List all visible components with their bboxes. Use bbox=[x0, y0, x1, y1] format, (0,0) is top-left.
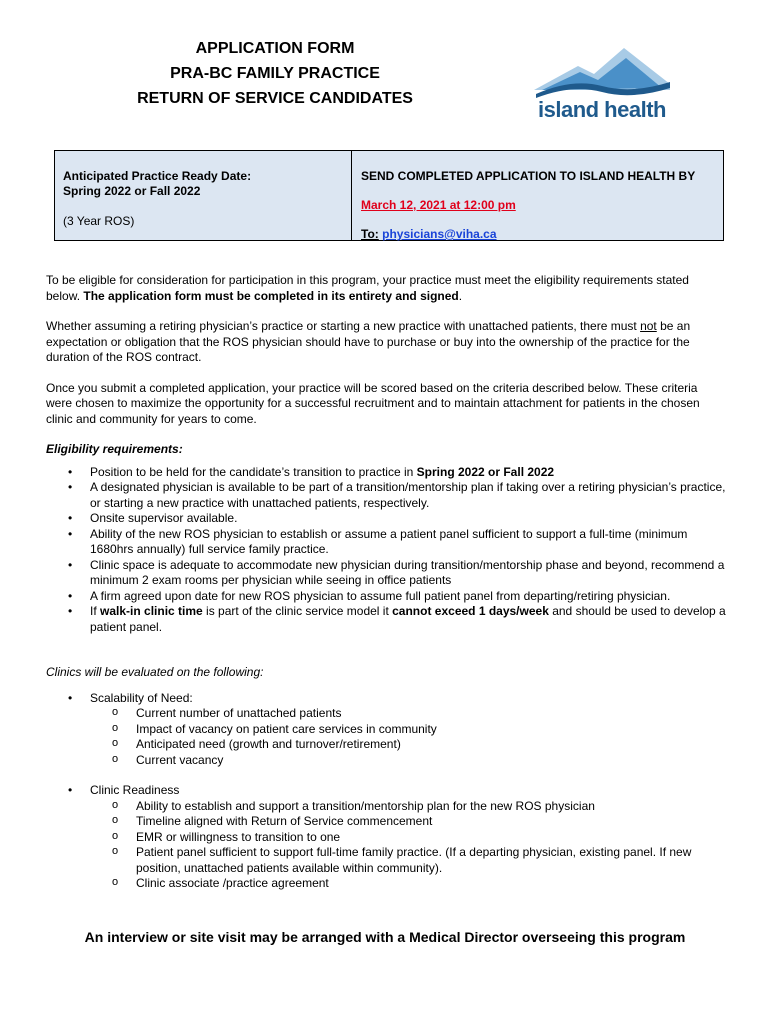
scoring-paragraph: Once you submit a completed application, your practice will be scored based on the criteria described below. These criteria were chosen to maximize the opportunity for a successful recruitment and to maintain attachment for patients in the chosen clinic and community for years to come. bbox=[46, 380, 700, 426]
list-item: • Onsite supervisor available. bbox=[46, 511, 726, 527]
form-subtitle-2: RETURN OF SERVICE CANDIDATES bbox=[137, 90, 413, 107]
item-emphasis: cannot exceed 1 days/week bbox=[392, 604, 549, 618]
list-item bbox=[46, 691, 726, 784]
readiness-sublist bbox=[90, 799, 726, 892]
spacer bbox=[46, 650, 726, 665]
evaluation-list bbox=[46, 691, 726, 892]
list-item bbox=[46, 783, 726, 892]
practice-ready-value: Spring 2022 or Fall 2022 bbox=[63, 184, 201, 198]
sublist-item: o EMR or willingness to transition to one bbox=[90, 830, 726, 846]
sublist-item: o Timeline aligned with Return of Service commencement bbox=[90, 814, 726, 830]
intro-paragraph bbox=[46, 273, 726, 304]
eligibility-list bbox=[46, 465, 726, 636]
ownership-paragraph bbox=[46, 319, 726, 366]
list-item: • A firm agreed upon date for new ROS physician to assume full patient panel from departing/retiring physician. bbox=[46, 589, 726, 605]
intro-emphasis: The application form must be completed in its entirety and signed bbox=[83, 288, 459, 303]
item-text: is part of the clinic service model it bbox=[202, 604, 393, 618]
ownership-not: not bbox=[640, 319, 657, 333]
item-emphasis: Spring 2022 or Fall 2022 bbox=[416, 464, 555, 479]
submission-details bbox=[361, 169, 695, 242]
scalability-label: Scalability of Need: bbox=[90, 690, 193, 705]
item-text: Position to be held for the candidate’s transition to practice in bbox=[90, 464, 417, 479]
form-title-block bbox=[90, 36, 460, 111]
list-item: • Ability of the new ROS physician to establish or assume a patient panel sufficient to support a full-time (minimum 1680hrs annually) full service family practice. bbox=[46, 527, 726, 558]
logo-text: island health bbox=[538, 97, 666, 122]
info-box-divider bbox=[351, 151, 352, 240]
ros-term: (3 Year ROS) bbox=[63, 214, 135, 228]
list-item: • Clinic space is adequate to accommodate new physician during transition/mentorship phase and beyond, recommend a minimum 2 exam rooms per physician while seeing in office patients bbox=[46, 558, 726, 589]
submission-heading: SEND COMPLETED APPLICATION TO ISLAND HEALTH BY bbox=[361, 169, 696, 183]
sublist-item: o Current vacancy bbox=[90, 753, 726, 769]
footer-note: An interview or site visit may be arranged with a Medical Director overseeing this program bbox=[84, 929, 686, 945]
spacer bbox=[90, 768, 726, 783]
evaluation-heading: Clinics will be evaluated on the following: bbox=[46, 665, 264, 679]
to-label: To: bbox=[361, 227, 379, 241]
list-item bbox=[46, 604, 726, 635]
form-subtitle: PRA-BC FAMILY PRACTICE bbox=[170, 65, 380, 82]
readiness-label: Clinic Readiness bbox=[90, 783, 180, 797]
practice-ready-label: Anticipated Practice Ready Date: bbox=[63, 169, 252, 183]
list-item bbox=[46, 465, 726, 481]
sublist-item: o Anticipated need (growth and turnover/retirement) bbox=[90, 737, 726, 753]
item-emphasis: walk-in clinic time bbox=[100, 604, 203, 618]
sublist-item: o Ability to establish and support a transition/mentorship plan for the new ROS physician bbox=[90, 799, 726, 815]
sublist-item: o Current number of unattached patients bbox=[90, 706, 726, 722]
practice-ready-date bbox=[63, 169, 251, 229]
eligibility-heading: Eligibility requirements: bbox=[46, 442, 183, 456]
email-link[interactable]: physicians@viha.ca bbox=[382, 227, 497, 241]
list-item: • A designated physician is available to be part of a transition/mentorship plan if taking over a retiring physician’s practice, or starting a new practice with unattached patients, respectively. bbox=[46, 480, 726, 511]
intro-period: . bbox=[458, 288, 463, 303]
item-text: and should be used to develop a patient panel. bbox=[90, 604, 726, 634]
form-title: APPLICATION FORM bbox=[195, 40, 355, 57]
island-health-logo bbox=[532, 44, 672, 126]
sublist-item: o Clinic associate /practice agreement bbox=[90, 876, 726, 892]
ownership-text-2: be an expectation or obligation that the ROS physician should have to purchase or buy into the ownership of the practice for the duration of the ROS contract. bbox=[46, 319, 691, 364]
scalability-sublist bbox=[90, 706, 726, 768]
mountain-logo-icon bbox=[532, 44, 672, 100]
ownership-text: Whether assuming a retiring physician’s practice or starting a new practice with unattached patients, there must bbox=[46, 319, 641, 333]
submission-info-box bbox=[54, 150, 724, 241]
sublist-item: o Impact of vacancy on patient care services in community bbox=[90, 722, 726, 738]
document-body bbox=[46, 273, 726, 907]
sublist-item: o Patient panel sufficient to support full-time family practice. (If a departing physician, existing panel. If new position, unattached patients available within community). bbox=[90, 845, 726, 876]
submission-recipient bbox=[361, 227, 695, 242]
submission-deadline: March 12, 2021 at 12:00 pm bbox=[361, 198, 516, 212]
intro-text: To be eligible for consideration for participation in this program, your practice must meet the eligibility requirements stated below. bbox=[46, 273, 689, 303]
item-text: If bbox=[90, 604, 101, 618]
